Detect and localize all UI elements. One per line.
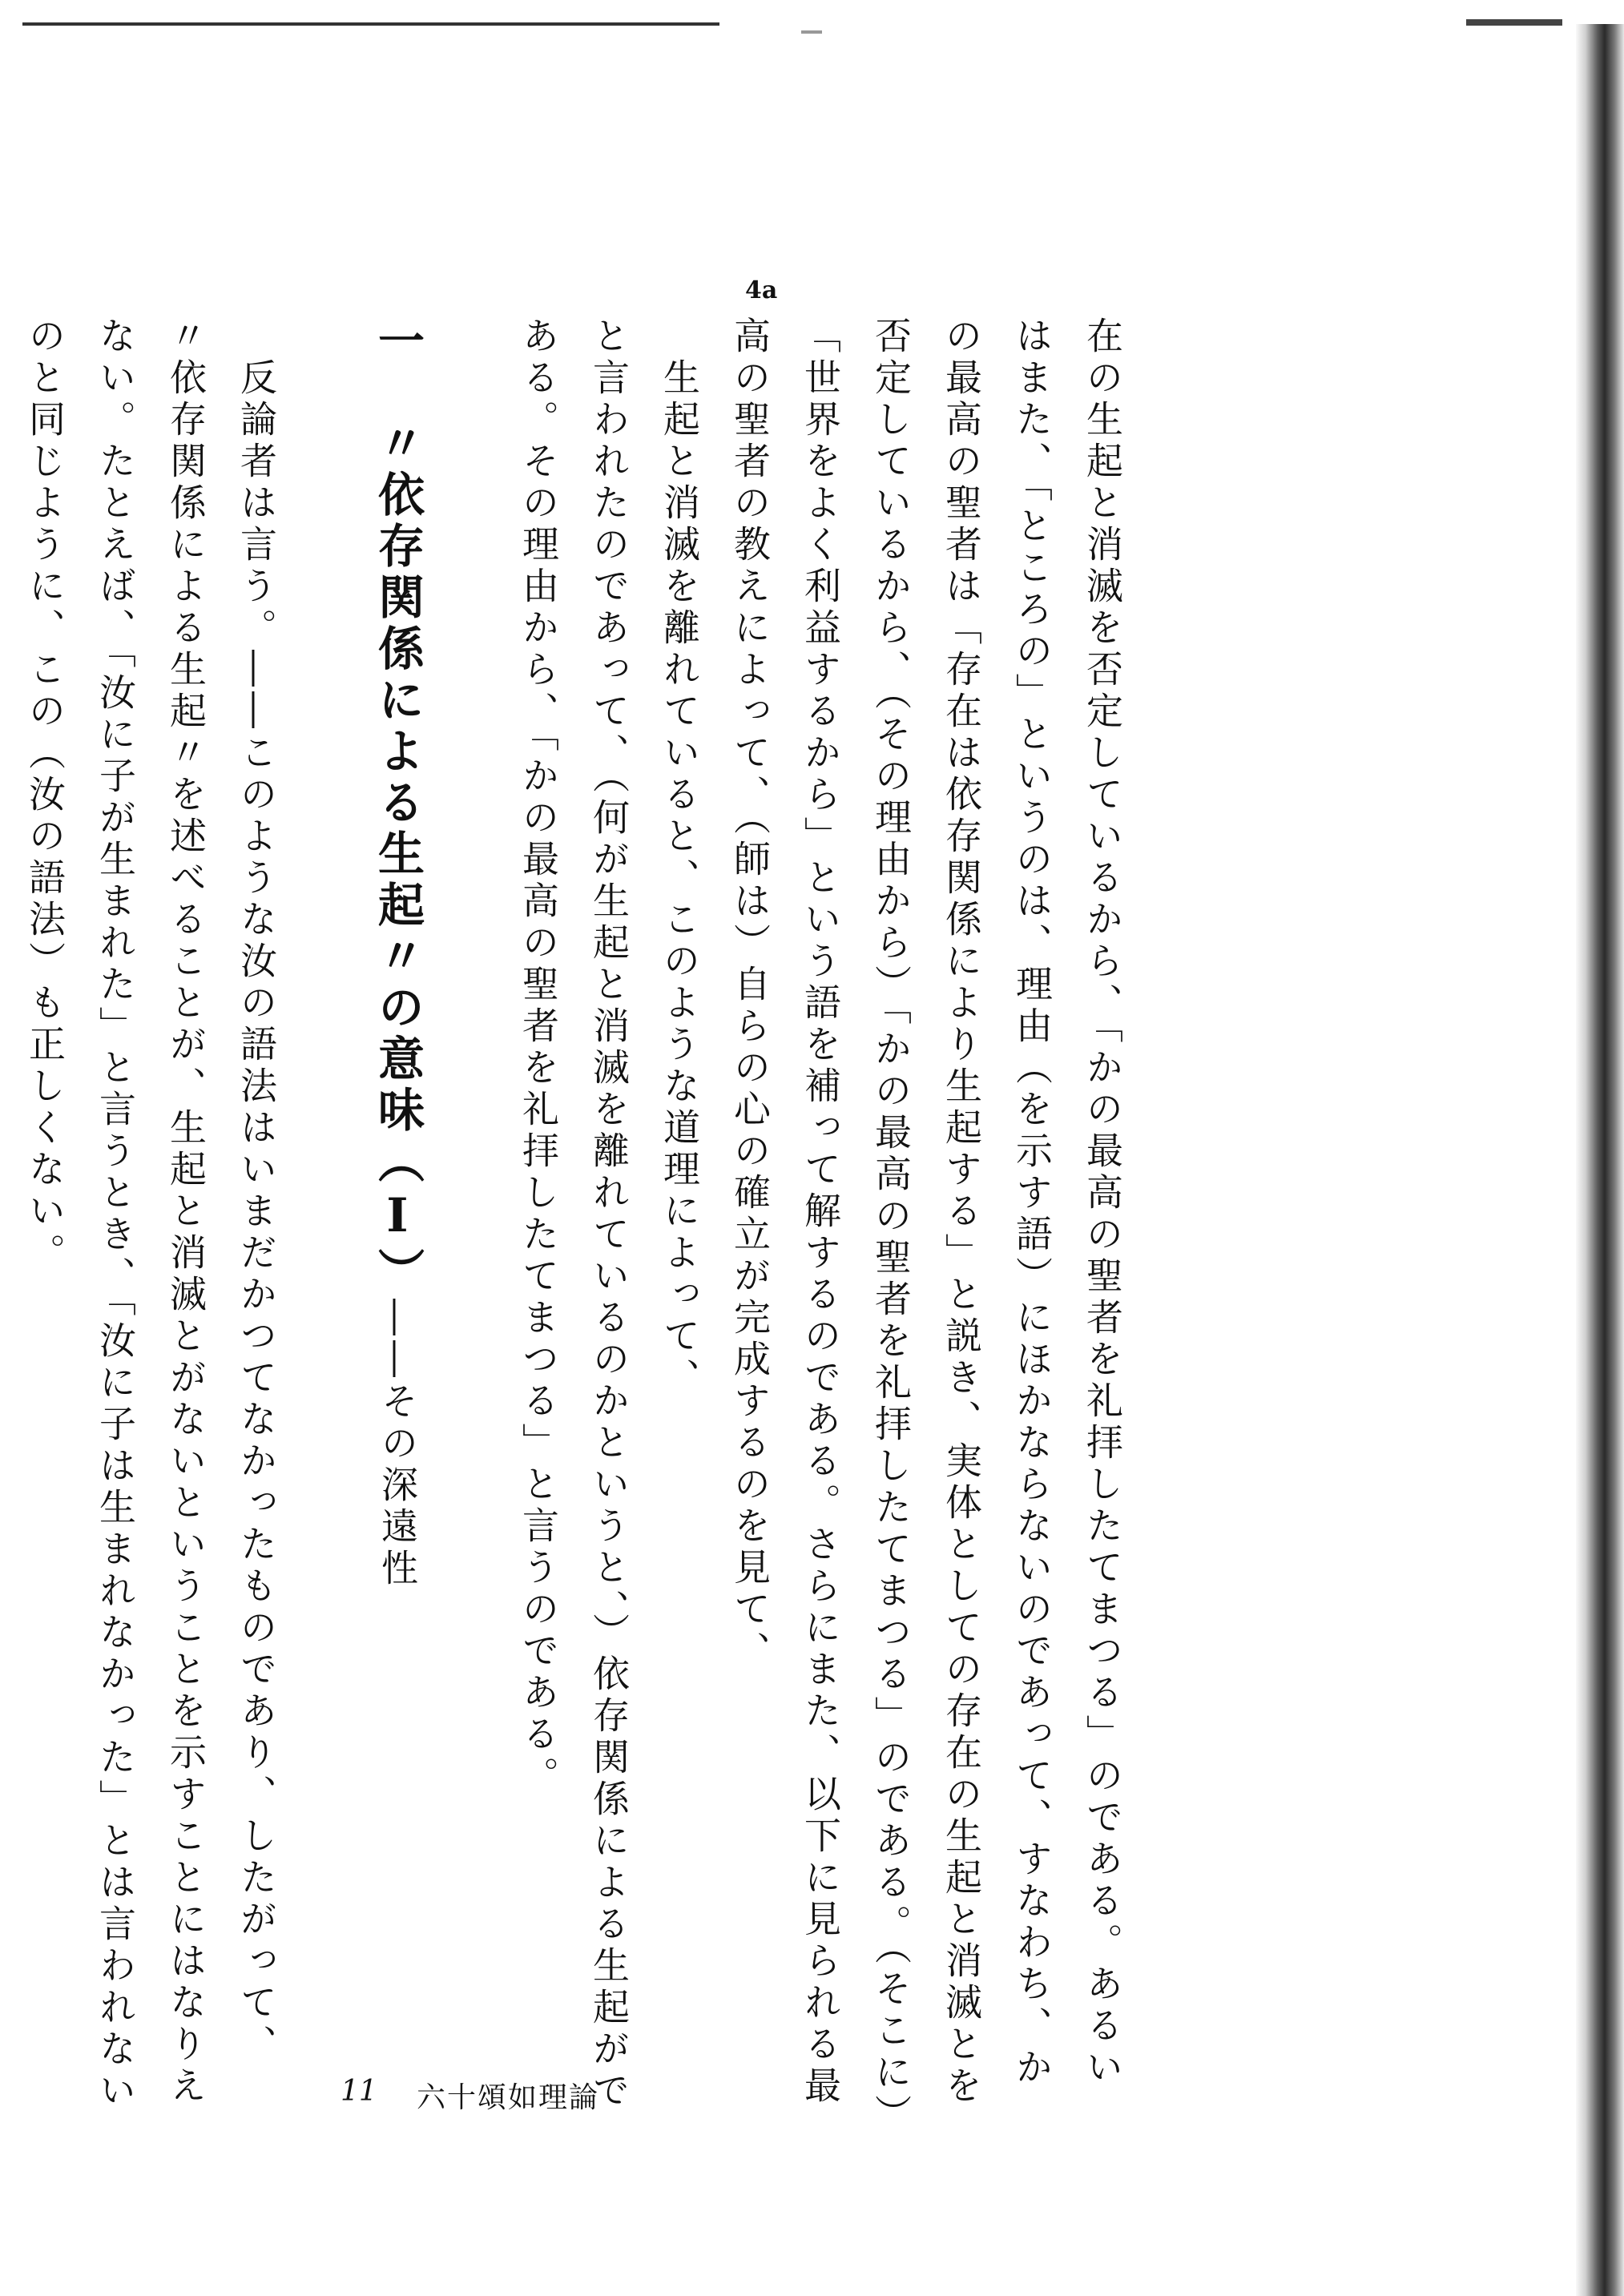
section-heading — [362, 316, 433, 2007]
text-line: の最高の聖者は「存在は依存関係により生起する」と説き、実体としての存在の生起と消滅とを — [940, 316, 983, 2108]
section-heading-sub: ――その深遠性 — [376, 1299, 419, 1590]
text-line: はまた、「ところの」というのは、理由（を示す語）にほかならないのであって、すなわち、か — [1010, 316, 1054, 2089]
folio-mark: 4a — [745, 276, 778, 304]
section-text-line: 〃依存関係による生起〃を述べることが、生起と消滅とがないということを示すことにはなりえ — [164, 316, 208, 2108]
scan-edge-top — [22, 22, 719, 26]
book-spine-shadow — [1576, 24, 1624, 2296]
section-text-line: ない。たとえば、「汝に子が生まれた」と言うとき、「汝に子は生まれなかった」とは言われない — [94, 316, 137, 2113]
text-line: ある。その理由から、「かの最高の聖者を礼拝したてまつる」と言うのである。 — [517, 316, 560, 1798]
spacer — [433, 316, 503, 2007]
text-line: 生起と消滅を離れていると、このような道理によって、 — [658, 316, 701, 1400]
section-heading-main: 一 〃依存関係による生起〃の意味（Ⅰ） — [370, 316, 425, 1299]
text-line: と言われたのであって、（何が生起と消滅を離れているのかというと、）依存関係による生起がで — [587, 316, 631, 2113]
text-line: 否定しているから、（その理由から）「かの最高の聖者を礼拝したてまつる」のである。（そこに） — [869, 316, 913, 2136]
text-line: 「世界をよく利益するから」という語を補って解するのである。さらにまた、以下に見られる最 — [799, 316, 842, 2108]
text-line: 在の生起と消滅を否定しているから、「かの最高の聖者を礼拝したてまつる」のである。あるい — [1081, 316, 1124, 2089]
text-line: 高の聖者の教えによって、（師は）自らの心の確立が完成するのを見て、 — [728, 316, 772, 1673]
running-title: 六十頌如理論 — [417, 2081, 600, 2114]
scan-edge-top-right — [1466, 19, 1562, 26]
section-text-line: 反論者は言う。――このような汝の語法はいまだかつてなかったものであり、したがって、 — [235, 316, 278, 2066]
scan-speck — [801, 30, 822, 34]
page-number: 11 — [341, 2075, 377, 2108]
section-text-line: のと同じように、この（汝の語法）も正しくない。 — [23, 316, 66, 1275]
spacer — [292, 316, 362, 2007]
